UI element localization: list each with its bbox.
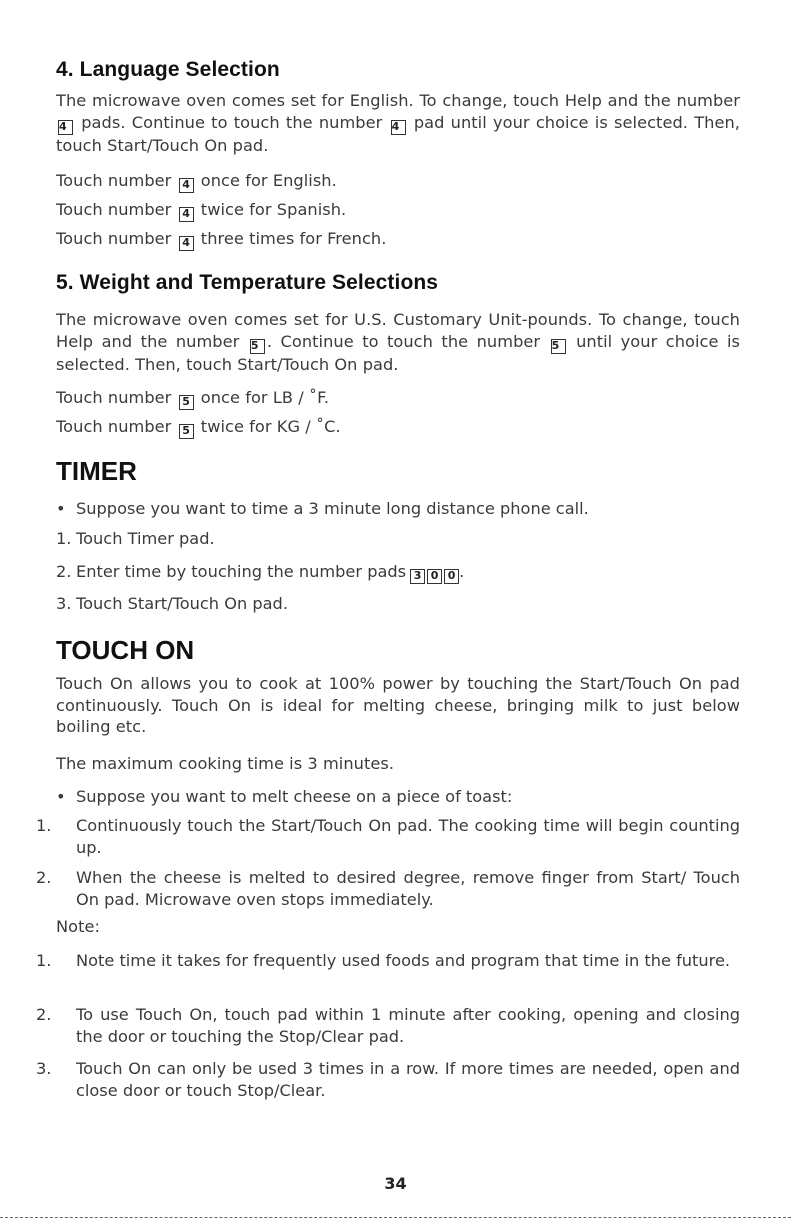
number-pad-4-icon: 4	[179, 178, 194, 193]
timer-bullet: • Suppose you want to time a 3 minute long distance phone call.	[56, 499, 589, 518]
number-pad-4-icon: 4	[391, 120, 406, 135]
touch-on-step-2: 2. When the cheese is melted to desired degree, remove finger from Start/ Touch On pad. Microwave oven stops immediately.	[36, 868, 740, 909]
number-pad-4-icon: 4	[179, 236, 194, 251]
bottom-rule	[0, 1217, 791, 1218]
note-2: 2. To use Touch On, touch pad within 1 minute after cooking, opening and closing the door or touching the Stop/Clear pad.	[36, 1005, 740, 1046]
weight-intro: The microwave oven comes set for U.S. Customary Unit-pounds. To change, touch Help and the number 5 . Continue to touch the number 5 until your choice is selected. Then, touch Start/Touch On pad.	[56, 310, 740, 374]
number-pad-0-icon: 0	[427, 569, 442, 584]
weight-option-lb: Touch number 5 once for LB / ˚F.	[56, 388, 330, 408]
number-pad-3-icon: 3	[410, 569, 425, 584]
number-pad-4-icon: 4	[58, 120, 73, 135]
touch-on-step-1: 1. Continuously touch the Start/Touch On pad. The cooking time will begin counting up.	[36, 816, 740, 857]
page-number: 34	[384, 1174, 407, 1193]
bullet-icon: •	[56, 787, 66, 806]
note-1: 1. Note time it takes for frequently used foods and program that time in the future.	[36, 951, 731, 970]
number-pad-5-icon: 5	[250, 339, 265, 354]
touch-on-max-time: The maximum cooking time is 3 minutes.	[56, 754, 395, 773]
weight-option-kg: Touch number 5 twice for KG / ˚C.	[56, 417, 341, 437]
section-heading-language: 4. Language Selection	[56, 58, 280, 81]
language-option-spanish: Touch number 4 twice for Spanish.	[56, 200, 347, 220]
number-pad-5-icon: 5	[551, 339, 566, 354]
timer-step-1: 1. Touch Timer pad.	[56, 529, 215, 548]
touch-on-bullet: • Suppose you want to melt cheese on a piece of toast:	[56, 787, 513, 806]
note-3: 3. Touch On can only be used 3 times in a row. If more times are needed, open and close door or touch Stop/Clear.	[36, 1059, 740, 1100]
timer-step-3: 3. Touch Start/Touch On pad.	[56, 594, 288, 613]
number-pad-4-icon: 4	[179, 207, 194, 222]
section-heading-timer: TIMER	[56, 456, 137, 486]
bullet-icon: •	[56, 499, 66, 518]
language-option-english: Touch number 4 once for English.	[56, 171, 337, 191]
note-label: Note:	[56, 917, 101, 936]
section-heading-weight-temperature: 5. Weight and Temperature Selections	[56, 271, 439, 294]
section-heading-touch-on: TOUCH ON	[56, 635, 195, 665]
number-pad-keys	[410, 569, 459, 584]
number-pad-5-icon: 5	[179, 424, 194, 439]
timer-step-2: 2. Enter time by touching the number pads 3 0 0 .	[56, 562, 465, 582]
language-intro: The microwave oven comes set for English. To change, touch Help and the number 4 pads. Continue to touch the number 4 pad until your choice is selected. Then, touch Start/Touch On pad.	[56, 91, 740, 155]
number-pad-5-icon: 5	[179, 395, 194, 410]
language-option-french: Touch number 4 three times for French.	[56, 229, 387, 249]
touch-on-intro: Touch On allows you to cook at 100% power by touching the Start/Touch On pad continuously. Touch On is ideal for melting cheese, bringing milk to just below boiling etc.	[56, 674, 740, 736]
number-pad-0-icon: 0	[444, 569, 459, 584]
